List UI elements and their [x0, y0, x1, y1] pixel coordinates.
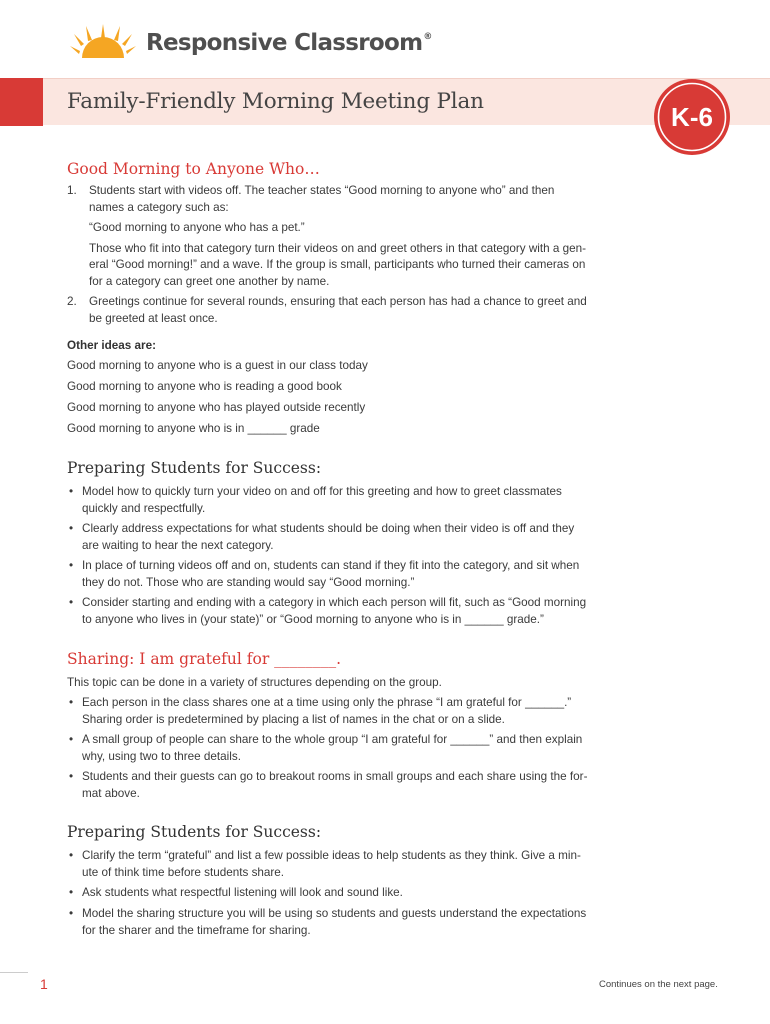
page-number: 1 [40, 976, 48, 992]
example-quote: “Good morning to anyone who has a pet.” [89, 221, 305, 234]
footer-divider [0, 972, 28, 973]
text-line: Those who fit into that category turn their videos on and greet others in that category with a gen- [89, 241, 587, 255]
page-title: Family-Friendly Morning Meeting Plan [67, 89, 484, 114]
other-idea: Good morning to anyone who is reading a good book [67, 380, 342, 393]
section-heading-good-morning: Good Morning to Anyone Who… [67, 160, 320, 178]
text-line: Students start with videos off. The teacher states “Good morning to anyone who” and then [89, 184, 555, 197]
text-line: Greetings continue for several rounds, ensuring that each person has had a chance to greet and [89, 295, 587, 308]
bullet-item: • Clarify the term “grateful” and list a few possible ideas to help students as they think. Give a min- ute of think time before students share. [69, 849, 581, 879]
bullet-item: • Ask students what respectful listening will look and sound like. [69, 886, 403, 899]
bullet-item: • Model how to quickly turn your video on and off for this greeting and how to greet classmates quickly and respectfully. [69, 485, 562, 515]
bullet-item: • Model the sharing structure you will be using so students and guests understand the expectations for the sharer and the timeframe for sharing. [69, 907, 587, 937]
list-number: 2. [67, 295, 77, 308]
brand-logo [66, 22, 432, 66]
section-heading-preparing-2: Preparing Students for Success: [67, 823, 322, 841]
section-heading-preparing-1: Preparing Students for Success: [67, 459, 322, 477]
continues-note: Continues on the next page. [599, 979, 718, 990]
bullet-item: • Each person in the class shares one at a time using only the phrase “I am grateful for ______.” Sharing order is predetermined by placing a list of names in the chat or on a slide. [69, 696, 572, 726]
bullet-item: • Consider starting and ending with a category in which each person will fit, such as “Good morning to anyone who lives in (your state)” or “Good morning to anyone who is in ______ grade.” [69, 596, 587, 626]
grade-badge-label: K-6 [671, 102, 713, 132]
title-accent-tab [0, 78, 43, 126]
other-ideas-label: Other ideas are: [67, 339, 156, 352]
bullet-item: • Clearly address expectations for what students should be doing when their video is off and they are waiting to hear the next category. [69, 522, 575, 552]
text-line: eral “Good morning!” and a wave. If the group is small, participants who turned their cameras on [89, 258, 586, 271]
brand-name: Responsive Classroom [146, 30, 423, 56]
list-item [67, 294, 657, 327]
section-intro: This topic can be done in a variety of structures depending on the group. [67, 676, 442, 689]
text-line: be greeted at least once. [89, 311, 218, 325]
list-number: 1. [67, 184, 77, 197]
bullet-item: • In place of turning videos off and on, students can stand if they fit into the category, and sit when they do not. Those who are standing would say “Good morning.” [69, 559, 580, 589]
grade-badge [653, 78, 731, 156]
other-idea: Good morning to anyone who is in ______ grade [67, 422, 320, 435]
sun-logo-icon [66, 24, 140, 60]
other-idea: Good morning to anyone who is a guest in our class today [67, 359, 368, 372]
other-idea: Good morning to anyone who has played outside recently [67, 401, 366, 414]
text-line: names a category such as: [89, 200, 229, 214]
text-line: for a category can greet one another by name. [89, 274, 330, 288]
registered-mark: ® [423, 32, 432, 42]
section-heading-sharing: Sharing: I am grateful for ________. [67, 650, 342, 668]
bullet-item: • Students and their guests can go to breakout rooms in small groups and each share using the for- mat above. [69, 770, 588, 800]
list-item [67, 183, 657, 290]
bullet-item: • A small group of people can share to the whole group “I am grateful for ______” and then explain why, using two to three details. [69, 733, 583, 763]
